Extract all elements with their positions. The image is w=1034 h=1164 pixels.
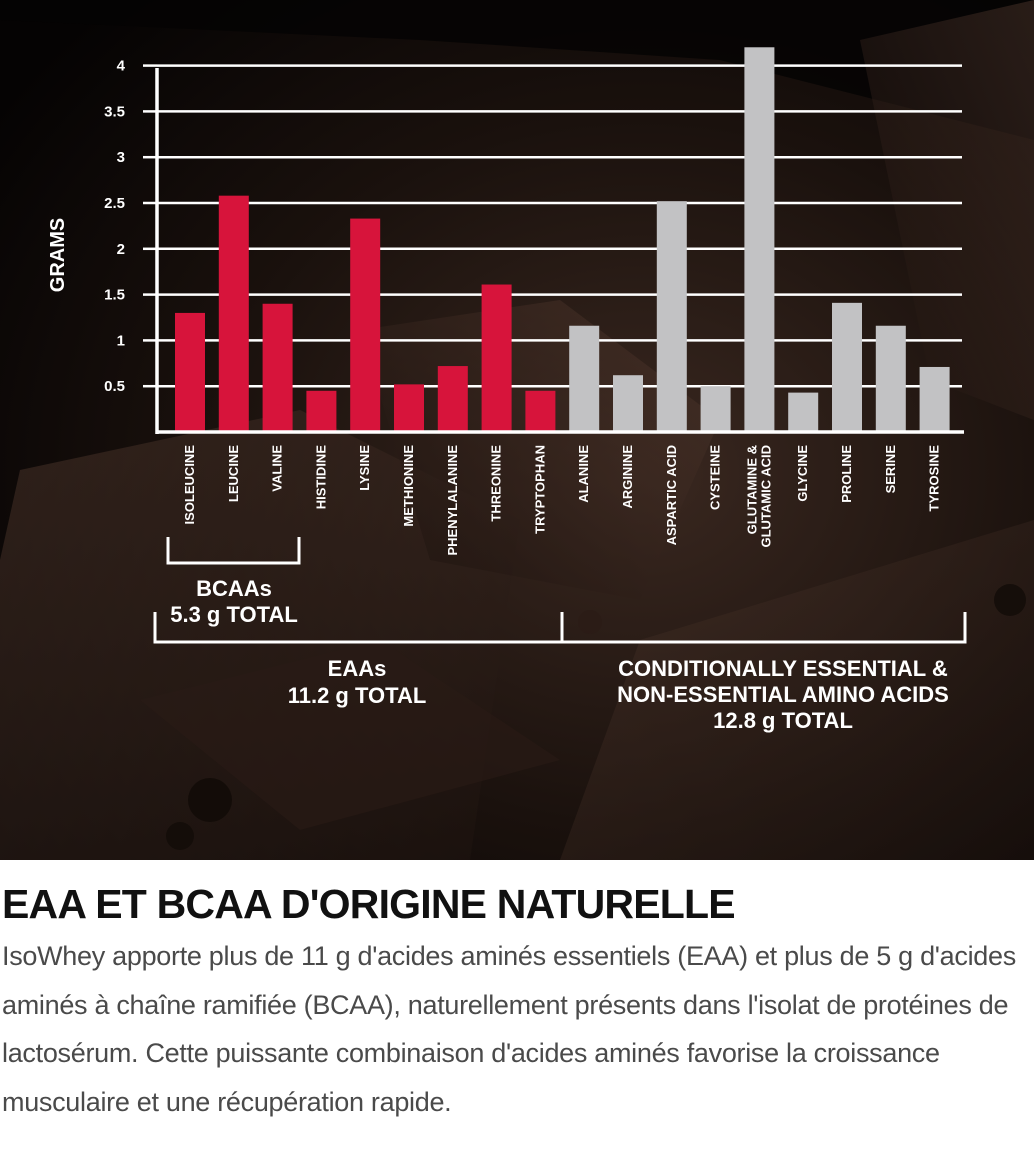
bracket-label: NON-ESSENTIAL AMINO ACIDS [617,682,949,707]
bracket-label: 11.2 g TOTAL [287,683,427,708]
y-tick-label: 3 [116,149,125,167]
bar-valine [263,304,293,432]
category-label: GLUTAMINE &GLUTAMIC ACID [744,445,774,548]
section-body: IsoWhey apporte plus de 11 g d'acides aminés essentiels (EAA) et plus de 5 g d'acides aminés à chaîne ramifiée (BCAA), naturellement présents dans l'isolat de protéines de lactosérum. Cette puissante combinaison d'acides aminés favorise la croissance musculaire et une récupération rapide. [2,941,1016,1117]
category-label: LEUCINE [225,445,241,503]
category-label: THREONINE [488,445,504,522]
y-tick-label: 2.5 [104,195,125,212]
bar-histidine [306,391,336,432]
text-section [0,878,1034,1126]
category-label: PHENYLALANINE [444,445,460,556]
category-label: ALANINE [576,445,592,503]
bar-isoleucine [175,313,205,432]
section-title: EAA ET BCAA D'ORIGINE NATURELLE [2,881,735,927]
bar-threonine [482,285,512,432]
bar-arginine [613,375,643,432]
bar-serine [876,326,906,432]
y-tick-label: 0.5 [104,378,125,396]
bar-tyrosine [920,367,950,432]
y-tick-label: 1.5 [104,286,125,304]
category-label: LYSINE [357,445,373,491]
bar-alanine [569,326,599,432]
category-label: VALINE [269,445,285,492]
category-label: CYSTEINE [707,445,723,511]
y-tick-label: 4 [116,57,125,75]
category-label: HISTIDINE [313,445,329,510]
bar-proline [832,303,862,432]
bracket-label: BCAAs [196,576,272,601]
category-label: TRYPTOPHAN [532,445,548,534]
y-tick-label: 1 [116,332,125,350]
bracket-label: 12.8 g TOTAL [713,708,853,733]
y-axis-label: GRAMS [47,217,69,293]
category-label: ARGININE [620,445,635,509]
bar-phenylalanine [438,366,468,432]
bar-aspartic-acid [657,201,687,432]
bar-glycine [788,393,818,432]
bar-lysine [350,219,380,432]
category-label: ASPARTIC ACID [663,445,679,546]
category-label: PROLINE [839,445,854,503]
category-label: METHIONINE [401,445,416,527]
category-label: GLYCINE [795,445,811,502]
bracket-label: 5.3 g TOTAL [170,602,298,627]
bar-cysteine [701,386,731,432]
bracket-label: EAAs [327,656,387,681]
y-tick-label: 3.5 [104,103,125,121]
bar-tryptophan [525,391,555,432]
bar-methionine [394,384,424,432]
category-label: TYROSINE [926,445,942,512]
bar-glutamine [744,47,774,432]
y-tick-label: 2 [116,240,125,258]
category-label: ISOLEUCINE [182,445,197,525]
bar-leucine [219,196,249,432]
category-label: SERINE [882,445,898,494]
bracket-label: CONDITIONALLY ESSENTIAL & [618,656,948,681]
